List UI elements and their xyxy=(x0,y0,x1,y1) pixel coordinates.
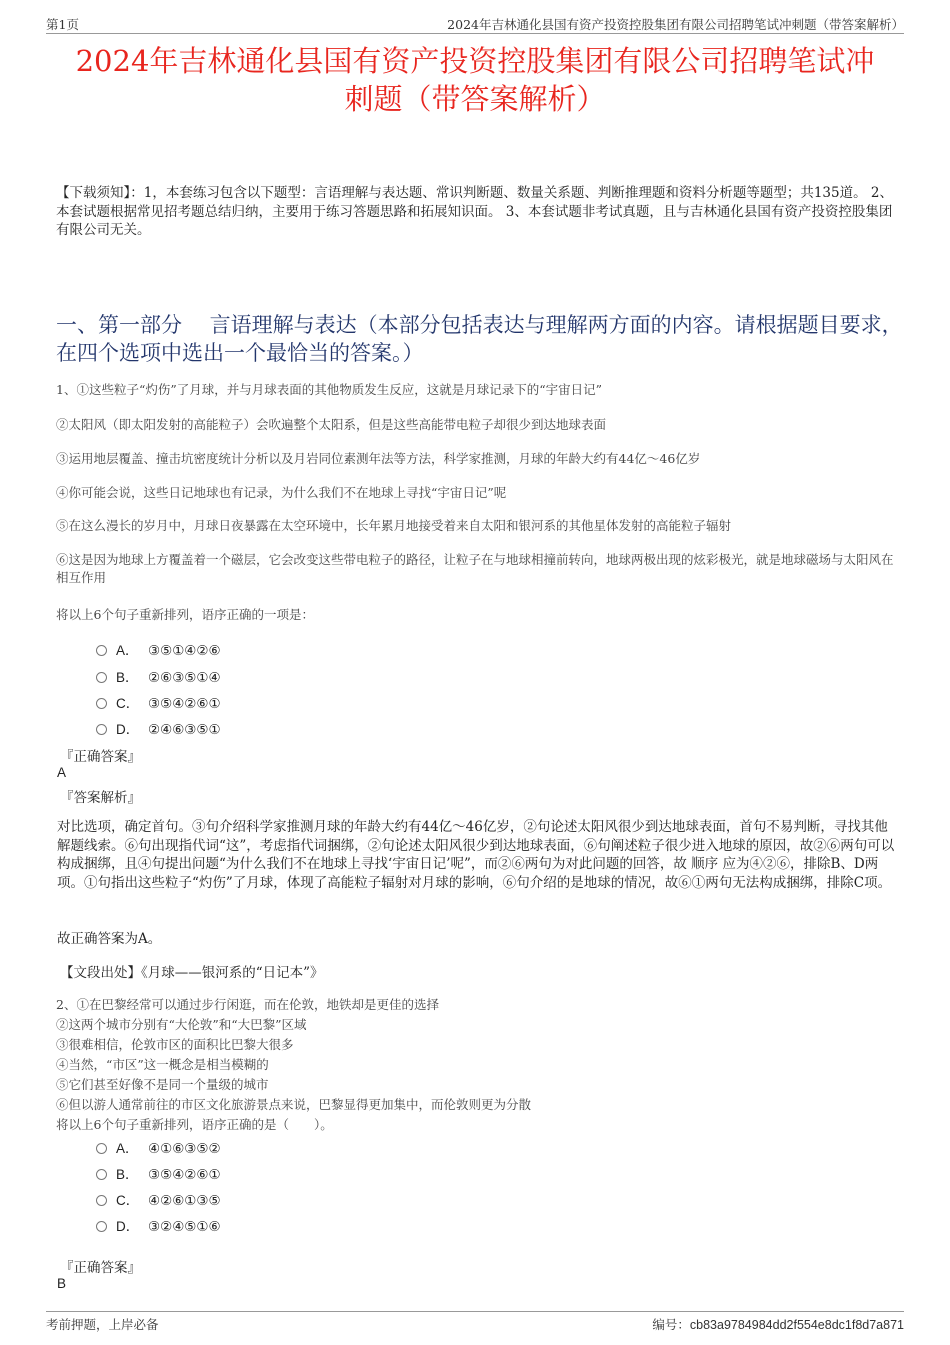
q1-option-d[interactable]: D． ②④⑥③⑤① xyxy=(96,718,221,738)
q1-option-b[interactable]: B． ②⑥③⑤①④ xyxy=(96,666,221,686)
q1-sentence-4: ④你可能会说，这些日记地球也有记录，为什么我们不在地球上寻找“宇宙日记”呢 xyxy=(56,485,507,500)
q2-option-c[interactable]: C． ④②⑥①③⑤ xyxy=(96,1189,221,1209)
q2-option-d[interactable]: D． ③②④⑤①⑥ xyxy=(96,1215,221,1235)
q1-analysis: 对比选项，确定首句。③句介绍科学家推测月球的年龄大约有44亿～46亿岁，②句论述太阳风很少到达地球表面，首句不易判断，寻找其他解题线索。⑥句出现指代词“这”，考虑指代词捆绑，②句论述太阳风很少到达地球表面，⑥句阐述粒子很少进入地球的原因，故②⑥两句可以构成捆绑，且④句提出问题“为什么我们不在地球上寻找‘宇宙日记’呢”，而②⑥两句为对此问题的回答，故 顺序 应为④②⑥，排除B、D两项。①句指出这些粒子“灼伤”了月球，体现了高能粒子辐射对月球的影响，⑥句介绍的是地球的情况，故⑥①两句无法构成捆绑，排除C项。 xyxy=(57,819,895,891)
page-footer xyxy=(46,1311,904,1334)
q2-sentence-3: ③很难相信，伦敦市区的面积比巴黎大很多 xyxy=(56,1037,294,1052)
q1-conclusion: 故正确答案为A。 xyxy=(57,931,162,947)
q2-sentence-2: ②这两个城市分别有“大伦敦”和“大巴黎”区域 xyxy=(56,1017,307,1032)
radio-icon[interactable] xyxy=(96,724,107,735)
radio-icon[interactable] xyxy=(96,1169,107,1180)
q1-stem: 将以上6个句子重新排列，语序正确的一项是： xyxy=(56,607,314,622)
q1-answer-label: 『正确答案』 xyxy=(60,749,141,765)
q1-analysis-label: 『答案解析』 xyxy=(60,790,141,806)
q1-option-c[interactable]: C． ③⑤④②⑥① xyxy=(96,692,221,712)
footer-slogan: 考前押题，上岸必备 xyxy=(46,1317,159,1332)
q1-answer: A xyxy=(57,765,67,780)
footer-code-value: cb83a9784984dd2f554e8dc1f8d7a871 xyxy=(689,1318,904,1332)
title-line-1: 2024年吉林通化县国有资产投资控股集团有限公司招聘笔试冲 xyxy=(75,44,875,78)
q2-option-b[interactable]: B． ③⑤④②⑥① xyxy=(96,1163,221,1183)
q1-source: 【文段出处】《月球——银河系的“日记本”》 xyxy=(60,965,324,981)
q2-sentence-6: ⑥但以游人通常前往的市区文化旅游景点来说，巴黎显得更加集中，而伦敦则更为分散 xyxy=(56,1097,532,1112)
q2-option-a[interactable]: A． ④①⑥③⑤② xyxy=(96,1137,221,1157)
radio-icon[interactable] xyxy=(96,1143,107,1154)
download-notice: 【下载须知】：1，本套练习包含以下题型：言语理解与表达题、常识判断题、数量关系题、判断推理题和资料分析题等题型；共135道。 2、本套试题根据常见招考题总结归纳，主要用于练习答题思路和拓展知识面。 3、本套试题非考试真题，且与吉林通化县国有资产投资控股集团有限公司无关。 xyxy=(56,185,893,238)
footer-code-label: 编号： xyxy=(652,1317,690,1332)
page-header xyxy=(46,15,904,34)
q2-answer-label: 『正确答案』 xyxy=(60,1260,141,1276)
radio-icon[interactable] xyxy=(96,645,107,656)
section-heading: 一、第一部分 言语理解与表达（本部分包括表达与理解两方面的内容。请根据题目要求，在四个选项中选出一个最恰当的答案。） xyxy=(56,313,903,365)
header-doc-title: 2024年吉林通化县国有资产投资控股集团有限公司招聘笔试冲刺题（带答案解析） xyxy=(447,17,904,32)
footer-code xyxy=(652,1315,904,1333)
radio-icon[interactable] xyxy=(96,672,107,683)
q2-sentence-5: ⑤它们甚至好像不是同一个量级的城市 xyxy=(56,1077,269,1092)
q1-sentence-1: 1、①这些粒子“灼伤”了月球，并与月球表面的其他物质发生反应，这就是月球记录下的“宇宙日记” xyxy=(56,382,603,397)
q1-sentence-5: ⑤在这么漫长的岁月中，月球日夜暴露在太空环境中，长年累月地接受着来自太阳和银河系的其他星体发射的高能粒子辐射 xyxy=(56,518,732,533)
radio-icon[interactable] xyxy=(96,698,107,709)
page-number: 第1页 xyxy=(46,17,79,32)
q2-answer: B xyxy=(57,1276,67,1291)
radio-icon[interactable] xyxy=(96,1221,107,1232)
q1-sentence-3: ③运用地层覆盖、撞击坑密度统计分析以及月岩同位素测年法等方法，科学家推测，月球的年龄大约有44亿～46亿岁 xyxy=(56,451,701,466)
q2-sentence-4: ④当然，“市区”这一概念是相当模糊的 xyxy=(56,1057,269,1072)
document-title xyxy=(40,42,910,118)
q1-sentence-2: ②太阳风（即太阳发射的高能粒子）会吹遍整个太阳系，但是这些高能带电粒子却很少到达地球表面 xyxy=(56,417,607,432)
q2-stem: 将以上6个句子重新排列，语序正确的是（ ）。 xyxy=(56,1117,333,1132)
q1-sentence-6: ⑥这是因为地球上方覆盖着一个磁层，它会改变这些带电粒子的路径，让粒子在与地球相撞前转向，地球两极出现的炫彩极光，就是地球磁场与太阳风在相互作用 xyxy=(56,552,894,585)
q2-sentence-1: 2、①在巴黎经常可以通过步行闲逛，而在伦敦，地铁却是更佳的选择 xyxy=(56,997,439,1012)
title-line-2: 刺题（带答案解析） xyxy=(344,82,606,116)
radio-icon[interactable] xyxy=(96,1195,107,1206)
q1-option-a[interactable]: A． ③⑤①④②⑥ xyxy=(96,639,221,659)
